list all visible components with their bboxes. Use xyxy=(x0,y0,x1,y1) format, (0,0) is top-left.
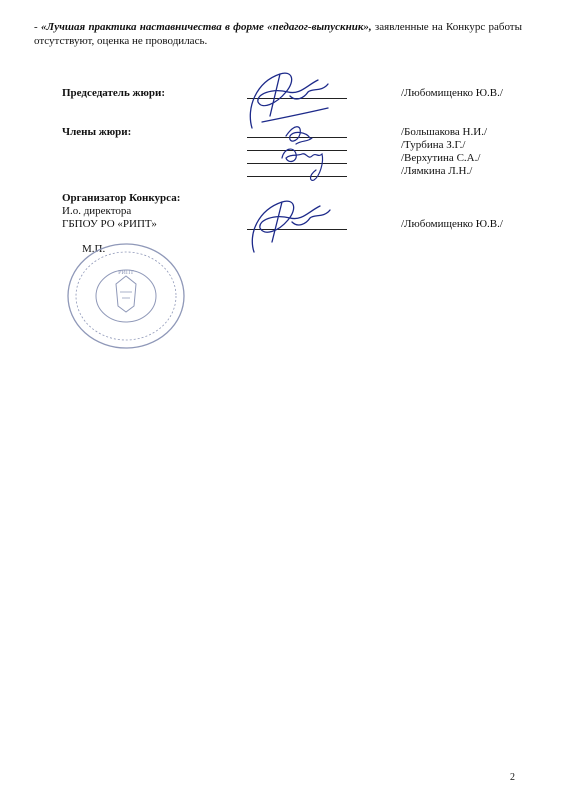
member-name: /Верхутина С.А./ xyxy=(401,152,481,164)
page-number: 2 xyxy=(510,772,515,783)
official-seal xyxy=(64,240,188,352)
chair-label: Председатель жюри: xyxy=(62,87,166,99)
seal-place-label: М.П. xyxy=(82,243,106,255)
members-label: Члены жюри: xyxy=(62,126,132,138)
member-name: /Большакова Н.И./ xyxy=(401,126,487,138)
chair-name: /Любомищенко Ю.В./ xyxy=(401,87,503,99)
organizer-label: Организатор Конкурса: xyxy=(62,192,181,204)
member-signatures xyxy=(276,118,336,188)
intro-rest: заявленные на Конкурс работы отсутствуют, оценка не проводилась. xyxy=(34,21,522,47)
member-name: /Лямкина Л.Н./ xyxy=(401,165,473,177)
seal-center-text: РИПТ xyxy=(118,270,134,276)
organizer-signature xyxy=(236,188,346,260)
intro-paragraph xyxy=(34,20,522,48)
organizer-role: И.о. директора xyxy=(62,205,132,217)
intro-dash: - xyxy=(34,21,41,33)
organizer-org: ГБПОУ РО «РИПТ» xyxy=(62,218,157,230)
member-name: /Турбина З.Г./ xyxy=(401,139,466,151)
organizer-name: /Любомищенко Ю.В./ xyxy=(401,218,503,230)
members-names xyxy=(401,126,487,178)
nomination-title: «Лучшая практика наставничества в форме «педагог-выпускник», xyxy=(40,21,372,33)
